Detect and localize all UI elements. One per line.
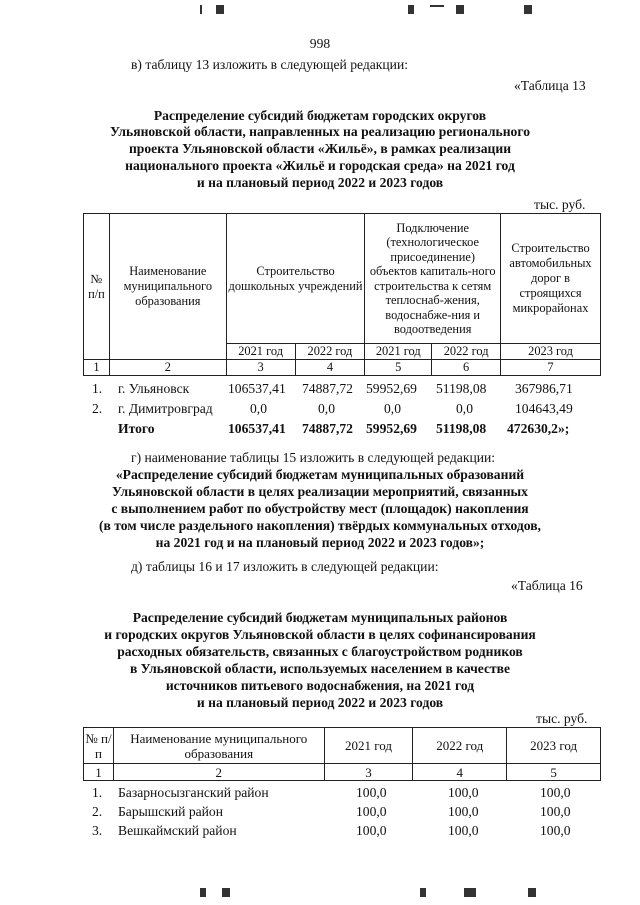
table16-h-name: Наименование муниципального образования xyxy=(113,728,324,764)
table13-year: 2021 год xyxy=(226,344,295,360)
table13-row-value: 51198,08 xyxy=(436,381,487,396)
table16-colnum: 1 xyxy=(84,764,114,781)
scan-mark xyxy=(464,888,476,897)
table13-total-value: 74887,72 xyxy=(302,421,353,436)
table13-colnum: 2 xyxy=(109,360,226,376)
table13-row-name: г. Димитровград xyxy=(118,401,213,416)
table15-title-line: Ульяновской области в целях реализации мероприятий, связанных xyxy=(112,484,528,499)
table16-title-line: источников питьевого водоснабжения, на 2021 год xyxy=(165,678,475,693)
table16-colnum: 3 xyxy=(324,764,413,781)
table13-row-value: 0,0 xyxy=(250,401,267,416)
table13-row-value: 367986,71 xyxy=(515,381,573,396)
section-v-intro: в) таблицу 13 изложить в следующей редакции: xyxy=(131,57,409,72)
table16-h-num: № п/п xyxy=(84,728,114,764)
scan-mark xyxy=(408,5,414,14)
table13-colnum: 6 xyxy=(432,360,501,376)
table13-h-group3: Строительство автомобильных дорог в строящихся микрорайонах xyxy=(501,214,601,344)
table16-title-line: расходных обязательств, связанных с благоустройством родников xyxy=(117,644,523,659)
section-d-intro: д) таблицы 16 и 17 изложить в следующей редакции: xyxy=(131,559,439,574)
scan-mark xyxy=(456,5,464,14)
scan-mark xyxy=(528,888,536,897)
table16-row-value: 100,0 xyxy=(448,823,479,838)
scan-mark xyxy=(420,888,426,897)
table16-header xyxy=(83,727,601,781)
table15-title-line: с выполнением работ по обустройству мест (площадок) накопления xyxy=(111,501,529,516)
table16-row-value: 100,0 xyxy=(540,804,571,819)
table16-colnum: 5 xyxy=(507,764,601,781)
table16-row-value: 100,0 xyxy=(356,823,387,838)
table13-year: 2022 год xyxy=(432,344,501,360)
table13-unit: тыс. руб. xyxy=(534,197,586,212)
table16-row-value: 100,0 xyxy=(540,785,571,800)
table13-title-line: национального проекта «Жильё и городская среда» на 2021 год xyxy=(125,158,515,173)
table16-row-value: 100,0 xyxy=(356,785,387,800)
table16-row-value: 100,0 xyxy=(448,804,479,819)
table15-title-line: «Распределение субсидий бюджетам муниципальных образований xyxy=(115,467,525,482)
table16-title-line: в Ульяновской области, используемых населением в качестве xyxy=(129,661,511,676)
table16-colnum: 4 xyxy=(413,764,507,781)
table16-year: 2021 год xyxy=(324,728,413,764)
table13-row-name: г. Ульяновск xyxy=(118,381,190,396)
table13-year: 2023 год xyxy=(501,344,601,360)
table13-h-num: № п/п xyxy=(84,214,110,360)
table13-row-value: 0,0 xyxy=(384,401,401,416)
table13-year: 2022 год xyxy=(295,344,365,360)
table16-row-num: 2. xyxy=(92,804,103,819)
table13-row-value: 74887,72 xyxy=(302,381,353,396)
table16-row-name: Барышский район xyxy=(118,804,223,819)
table13-row-num: 2. xyxy=(92,401,103,416)
table13-row-value: 59952,69 xyxy=(366,381,417,396)
table16-row-name: Вешкаймский район xyxy=(118,823,237,838)
table16-title-line: и городских округов Ульяновской области в целях софинансирования xyxy=(104,627,536,642)
scan-mark xyxy=(200,5,202,14)
table13-colnum: 4 xyxy=(295,360,365,376)
scan-mark xyxy=(430,5,444,7)
table13-h-group1: Строительство дошкольных учреждений xyxy=(226,214,365,344)
scan-mark xyxy=(200,888,206,897)
table16-title-line: и на плановый период 2022 и 2023 годов xyxy=(196,695,444,710)
scan-mark xyxy=(222,888,230,897)
table16-row-value: 100,0 xyxy=(448,785,479,800)
table13-colnum: 1 xyxy=(84,360,110,376)
table13-colnum: 7 xyxy=(501,360,601,376)
table16-row-num: 1. xyxy=(92,785,103,800)
table16-unit: тыс. руб. xyxy=(536,711,588,726)
section-g-intro: г) наименование таблицы 15 изложить в следующей редакции: xyxy=(131,450,496,465)
table13-total-value: 106537,41 xyxy=(228,421,286,436)
table13-title-line: Ульяновской области, направленных на реализацию регионального xyxy=(109,124,530,139)
table15-title-line: на 2021 год и на плановый период 2022 и 2023 годов»; xyxy=(155,535,485,550)
table13-total-value: 472630,2»; xyxy=(507,421,570,436)
table16-row-value: 100,0 xyxy=(540,823,571,838)
table16-title-line: Распределение субсидий бюджетам муниципальных районов xyxy=(132,610,508,625)
scan-mark xyxy=(524,5,532,14)
table16-label: «Таблица 16 xyxy=(511,578,583,593)
table13-row-value: 106537,41 xyxy=(228,381,286,396)
scan-mark xyxy=(216,5,224,14)
table13-title-line: и на плановый период 2022 и 2023 годов xyxy=(196,175,444,190)
table13-total-value: 59952,69 xyxy=(366,421,417,436)
table13-total-value: 51198,08 xyxy=(436,421,487,436)
table13-h-name: Наименование муниципального образования xyxy=(109,214,226,360)
page-number: 998 xyxy=(309,36,331,51)
table13-header xyxy=(83,213,601,376)
table13-label: «Таблица 13 xyxy=(514,78,586,93)
table13-row-value: 0,0 xyxy=(456,401,473,416)
table13-colnum: 3 xyxy=(226,360,295,376)
table15-title-line: (в том числе раздельного накопления) твёрдых коммунальных отходов, xyxy=(99,518,541,533)
table16-year: 2023 год xyxy=(507,728,601,764)
table13-row-num: 1. xyxy=(92,381,103,396)
table13-total-label: Итого xyxy=(118,421,155,436)
table13-row-value: 104643,49 xyxy=(515,401,573,416)
table16-row-name: Базарносызганский район xyxy=(118,785,269,800)
table13-row-value: 0,0 xyxy=(318,401,335,416)
table13-title-line: проекта Ульяновской области «Жильё», в рамках реализации xyxy=(128,141,512,156)
table13-h-group2: Подключение (технологическое присоединение) объектов капиталь-ного строительства к сетям теплоснаб-жения, водоснабже-ния и водоотведения xyxy=(365,214,501,344)
table16-colnum: 2 xyxy=(113,764,324,781)
table16-row-num: 3. xyxy=(92,823,103,838)
table13-year: 2021 год xyxy=(365,344,432,360)
table16-year: 2022 год xyxy=(413,728,507,764)
table13-title-line: Распределение субсидий бюджетам городских округов xyxy=(153,108,487,123)
table13-colnum: 5 xyxy=(365,360,432,376)
table16-row-value: 100,0 xyxy=(356,804,387,819)
